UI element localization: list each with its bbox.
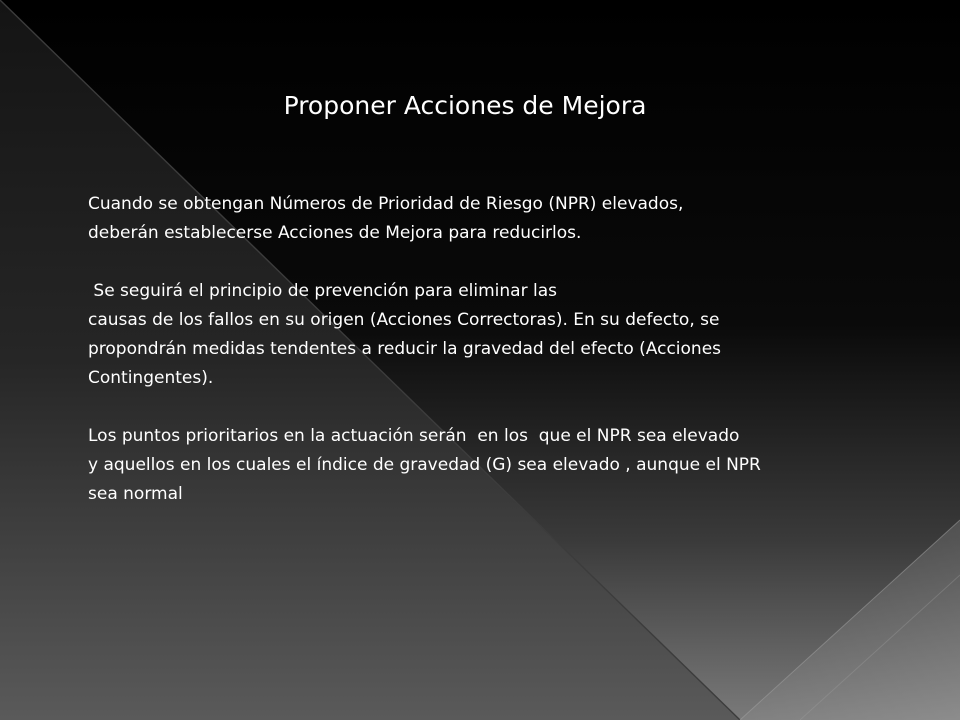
paragraph-2-line-4: Contingentes). [88, 368, 214, 388]
slide-title: Proponer Acciones de Mejora [283, 91, 647, 120]
paragraph-gap [88, 393, 888, 422]
paragraph-2-line-3: propondrán medidas tendentes a reducir la gravedad del efecto (Acciones [88, 339, 722, 359]
paragraph-1-line-2: deberán establecerse Acciones de Mejora para reducirlos. [88, 223, 582, 243]
paragraph-gap [88, 248, 888, 277]
paragraph-1-line-1: Cuando se obtengan Números de Prioridad de Riesgo (NPR) elevados, [88, 194, 684, 214]
paragraph-2-line-1: Se seguirá el principio de prevención para eliminar las [88, 281, 557, 301]
paragraph-3-line-1: Los puntos prioritarios en la actuación serán en los que el NPR sea elevado [88, 426, 740, 446]
paragraph-2-line-2: causas de los fallos en su origen (Acciones Correctoras). En su defecto, se [88, 310, 720, 330]
paragraph-3-line-3: sea normal [88, 484, 183, 504]
paragraph-3-line-2: y aquellos en los cuales el índice de gravedad (G) sea elevado , aunque el NPR [88, 455, 761, 475]
slide-body [88, 190, 888, 509]
